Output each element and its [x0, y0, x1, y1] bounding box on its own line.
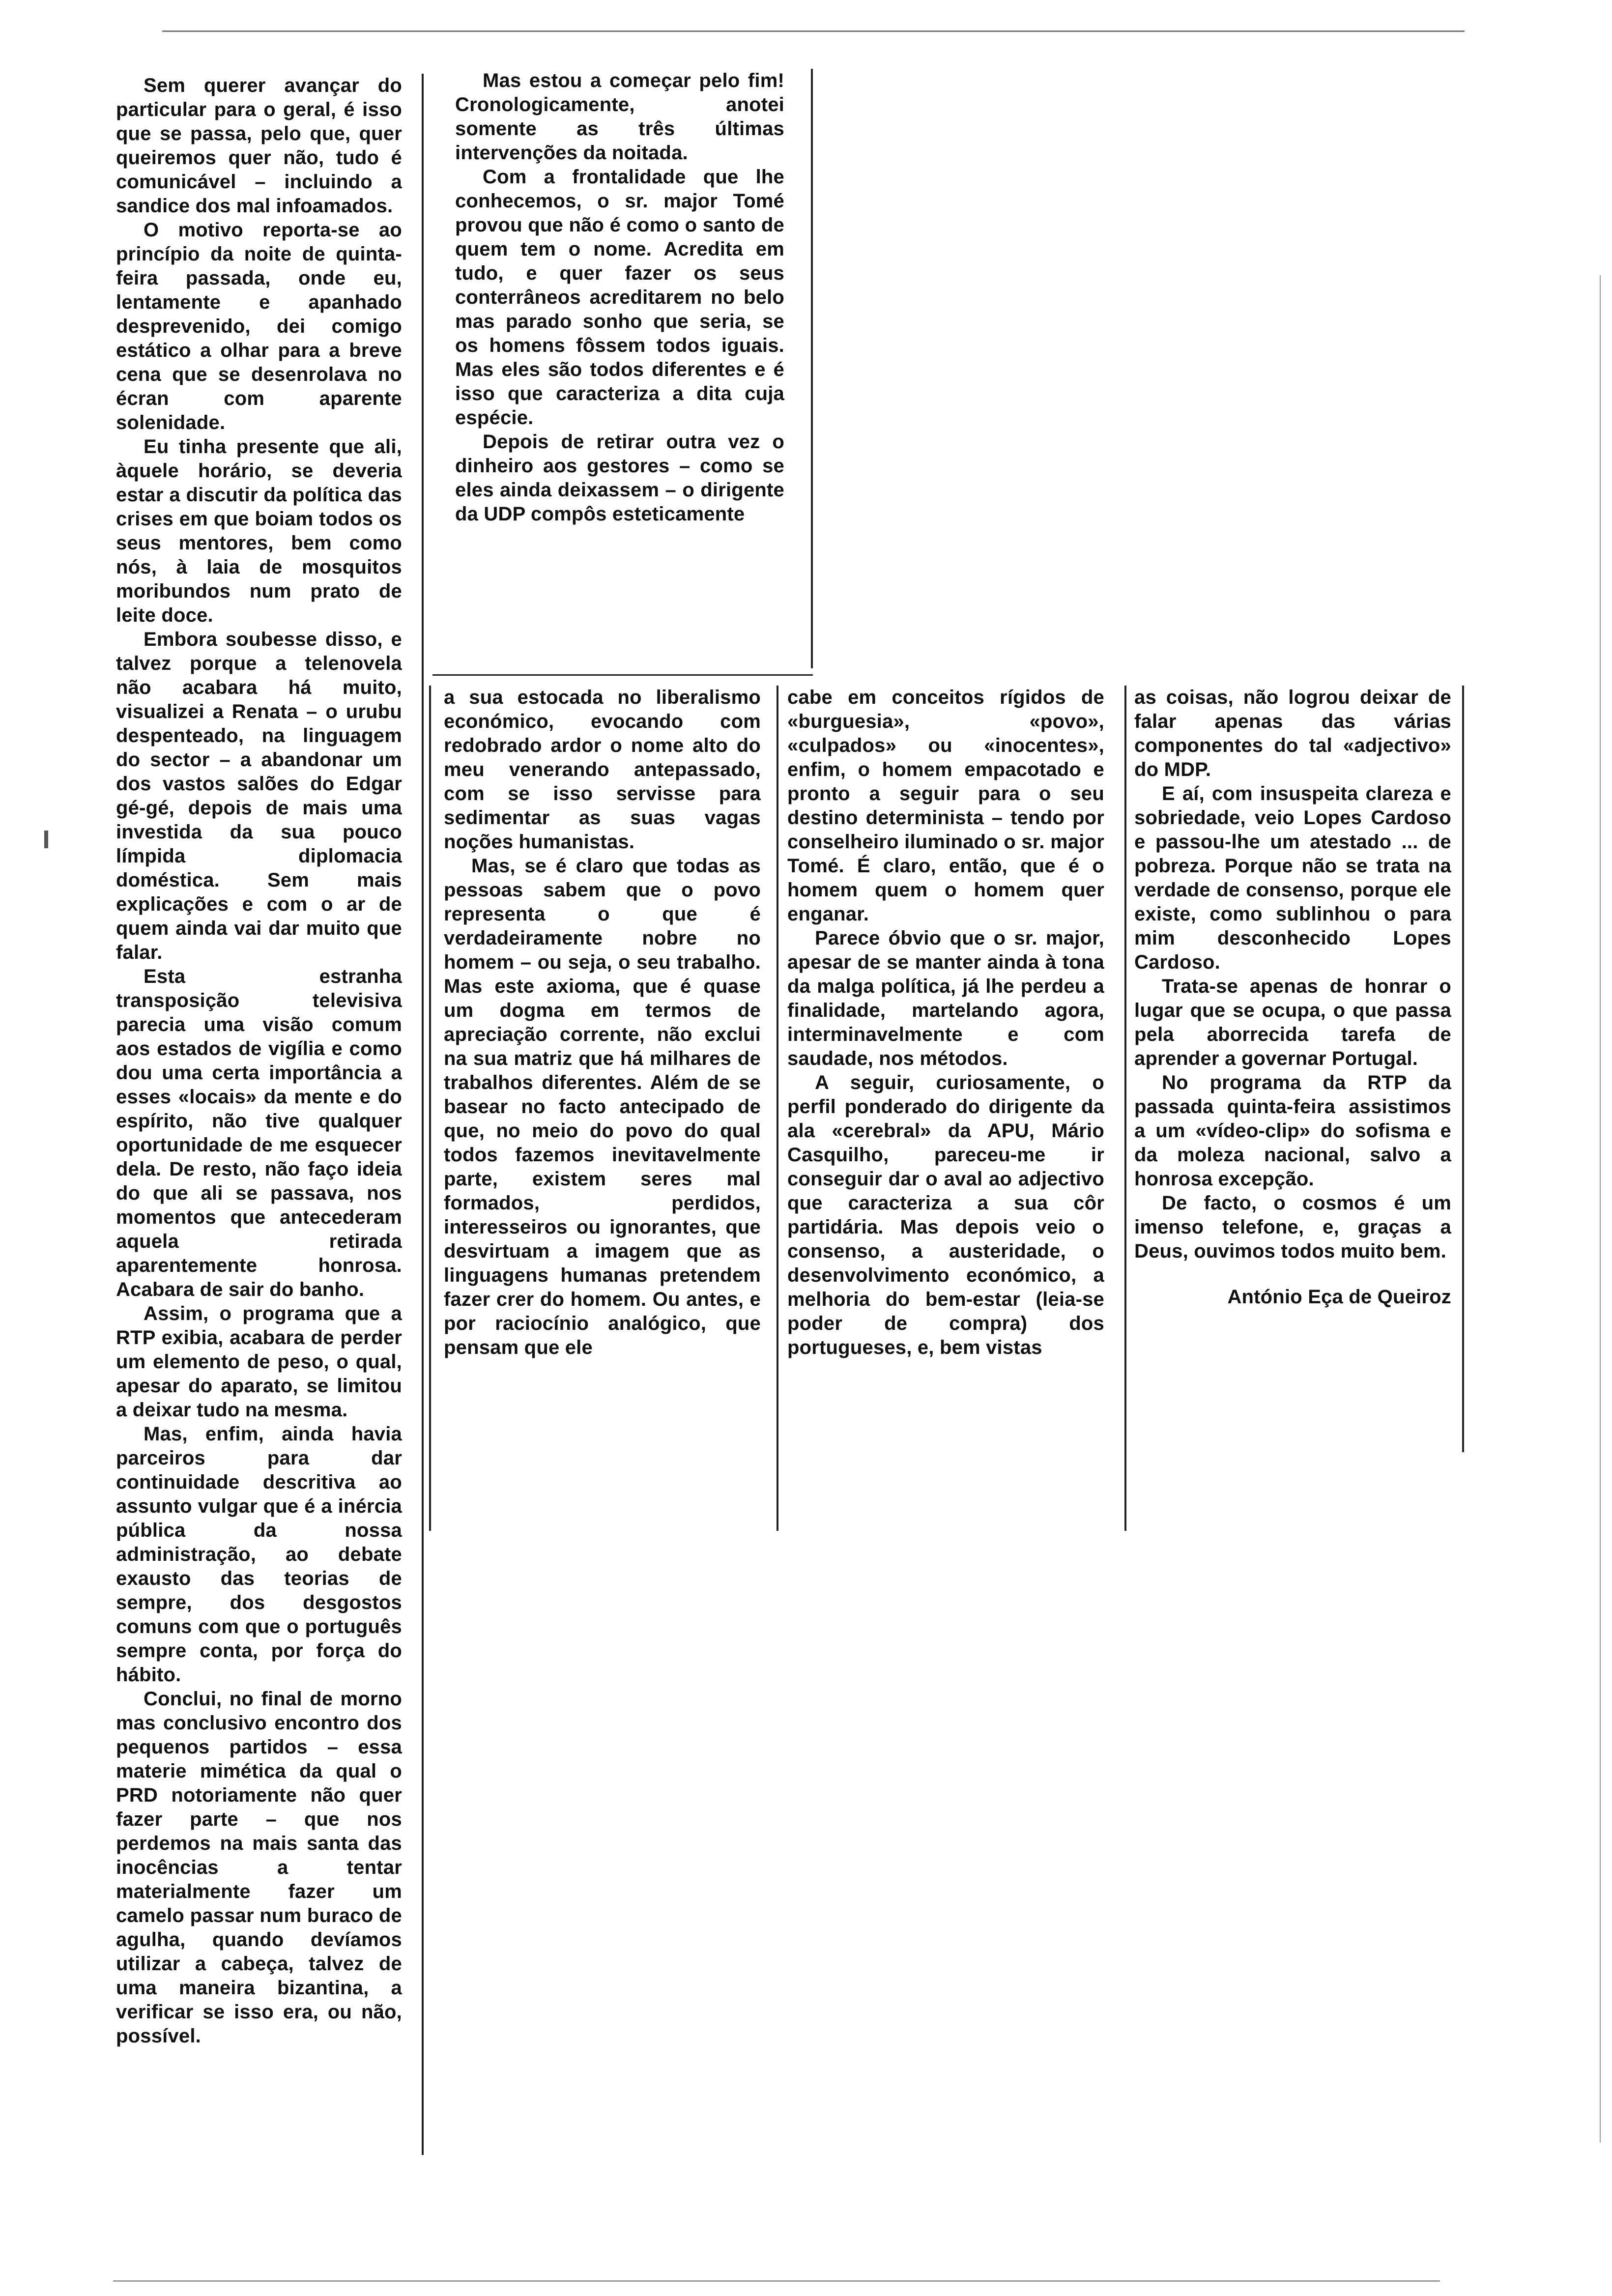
paragraph: Trata-se apenas de honrar o lugar que se ocupa, o que passa pela aborrecida tarefa de aprender a governar Portugal. [1134, 976, 1451, 1069]
column-rule-4 [1124, 686, 1126, 1531]
right-scan-edge [1600, 275, 1601, 2143]
paragraph: A seguir, curiosamente, o perfil ponderado do dirigente da ala «cerebral» da APU, Mário Casquilho, pareceu-me ir conseguir dar o aval ao adjectivo que caracteriza a sua côr partidária. Mas depois veio o consenso, a austeridade, o desenvolvimento económico, a melhoria do bem-estar (leia-se poder de compra) dos portugueses, e, bem vistas [787, 1072, 1104, 1358]
paragraph: Depois de retirar outra vez o dinheiro aos gestores – como se eles ainda deixassem – o dirigente da UDP compôs esteticamente [455, 431, 784, 525]
top-edge-rule [162, 30, 1465, 32]
paragraph: Esta estranha transposição televisiva parecia uma visão comum aos estados de vigília e como dou uma certa importância a esses «locais» da mente e do espírito, não tive qualquer oportunidade de me esquecer dela. De resto, não faço ideia do que ali se passava, nos momentos que antecederam aquela retirada aparentemente honrosa. Acabara de sair do banho. [116, 966, 402, 1300]
scan-speck [44, 831, 48, 848]
paragraph: Eu tinha presente que ali, àquele horário, se deveria estar a discutir da política das crises em que boiam todos os seus mentores, bem como nós, à laia de mosquitos moribundos num prato de leite doce. [116, 436, 402, 626]
bottom-edge-rule [113, 2280, 1440, 2282]
box-bottom-rule [432, 674, 813, 676]
paragraph: Mas estou a começar pelo fim! Cronologicamente, anotei somente as três últimas intervenções da noitada. [455, 70, 784, 164]
article-column-2-top [455, 69, 784, 526]
column-rule-5 [1462, 686, 1464, 1452]
article-column-1 [116, 74, 402, 2048]
column-rule-2 [429, 686, 431, 1531]
paragraph: Sem querer avançar do particular para o geral, é isso que se passa, pelo que, quer queiremos quer não, tudo é comunicável – incluindo a sandice dos mal infoamados. [116, 75, 402, 217]
paragraph: De facto, o cosmos é um imenso telefone, e, graças a Deus, ouvimos todos muito bem. [1134, 1192, 1451, 1262]
paragraph: a sua estocada no liberalismo económico, evocando com redobrado ardor o nome alto do meu venerando antepassado, com se isso servisse para sedimentar as suas vagas noções humanistas. [444, 687, 761, 853]
article-column-4 [1134, 686, 1451, 1309]
paragraph: Mas, enfim, ainda havia parceiros para dar continuidade descritiva ao assunto vulgar que é a inércia pública da nossa administração, ao debate exausto das teorias de sempre, dos desgostos comuns com que o português sempre conta, por força do hábito. [116, 1423, 402, 1686]
paragraph: Assim, o programa que a RTP exibia, acabara de perder um elemento de peso, o qual, apesar do aparato, se limitou a deixar tudo na mesma. [116, 1303, 402, 1421]
paragraph: Mas, se é claro que todas as pessoas sabem que o povo representa o que é verdadeiramente nobre no homem – ou seja, o seu trabalho. Mas este axioma, que é quase um dogma em termos de apreciação corrente, não exclui na sua matriz que há milhares de trabalhos diferentes. Além de se basear no facto antecipado de que, no meio do povo do qual todos fazemos inevitavelmente parte, existem seres mal formados, perdidos, interesseiros ou ignorantes, que desvirtuam a imagem que as linguagens humanas pretendem fazer crer do homem. Ou antes, e por raciocínio analógico, que pensam que ele [444, 855, 761, 1358]
paragraph: No programa da RTP da passada quinta-feira assistimos a um «vídeo-clip» do sofisma e da moleza nacional, salvo a honrosa excepção. [1134, 1072, 1451, 1190]
paragraph: Embora soubesse disso, e talvez porque a telenovela não acabara há muito, visualizei a Renata – o urubu despenteado, na linguagem do sector – a abandonar um dos vastos salões do Edgar gé-gé, depois de mais uma investida da sua pouco límpida diplomacia doméstica. Sem mais explicações e com o ar de quem ainda vai dar muito que falar. [116, 629, 402, 963]
column-rule-box-right [811, 69, 813, 668]
paragraph: Parece óbvio que o sr. major, apesar de se manter ainda à tona da malga política, já lhe perdeu a finalidade, martelando agora, interminavelmente e com saudade, nos métodos. [787, 927, 1104, 1069]
article-column-3 [787, 686, 1104, 1360]
paragraph: Conclui, no final de morno mas conclusivo encontro dos pequenos partidos – essa materie mimética da qual o PRD notoriamente não quer fazer parte – que nos perdemos na mais santa das inocências a tentar materialmente fazer um camelo passar num buraco de agulha, quando devíamos utilizar a cabeça, talvez de uma maneira bizantina, a verificar se isso era, ou não, possível. [116, 1688, 402, 2047]
paragraph: E aí, com insuspeita clareza e sobriedade, veio Lopes Cardoso e passou-lhe um atestado ... de pobreza. Porque não se trata na verdade de consenso, porque ele existe, como sublinhou o para mim desconhecido Lopes Cardoso. [1134, 783, 1451, 973]
paragraph: Com a frontalidade que lhe conhecemos, o sr. major Tomé provou que não é como o santo de quem tem o nome. Acredita em tudo, e quer fazer os seus conterrâneos acreditarem no belo mas parado sonho que seria, se os homens fôssem todos iguais. Mas eles são todos diferentes e é isso que caracteriza a dita cuja espécie. [455, 166, 784, 429]
paragraph: as coisas, não logrou deixar de falar apenas das várias componentes do tal «adjectivo» do MDP. [1134, 687, 1451, 780]
paragraph: cabe em conceitos rígidos de «burguesia», «povo», «culpados» ou «inocentes», enfim, o homem empacotado e pronto a seguir para o seu destino determinista – tendo por conselheiro iluminado o sr. major Tomé. É claro, então, que é o homem quem o homem quer enganar. [787, 687, 1104, 925]
column-rule-3 [777, 686, 778, 1531]
author-signature: António Eça de Queiroz [1227, 1286, 1451, 1308]
article-column-2 [444, 686, 761, 1360]
paragraph: O motivo reporta-se ao princípio da noite de quinta-feira passada, onde eu, lentamente e apanhado desprevenido, dei comigo estático a olhar para a breve cena que se desenrolava no écran com aparente solenidade. [116, 219, 402, 433]
column-rule-1 [422, 74, 424, 2155]
